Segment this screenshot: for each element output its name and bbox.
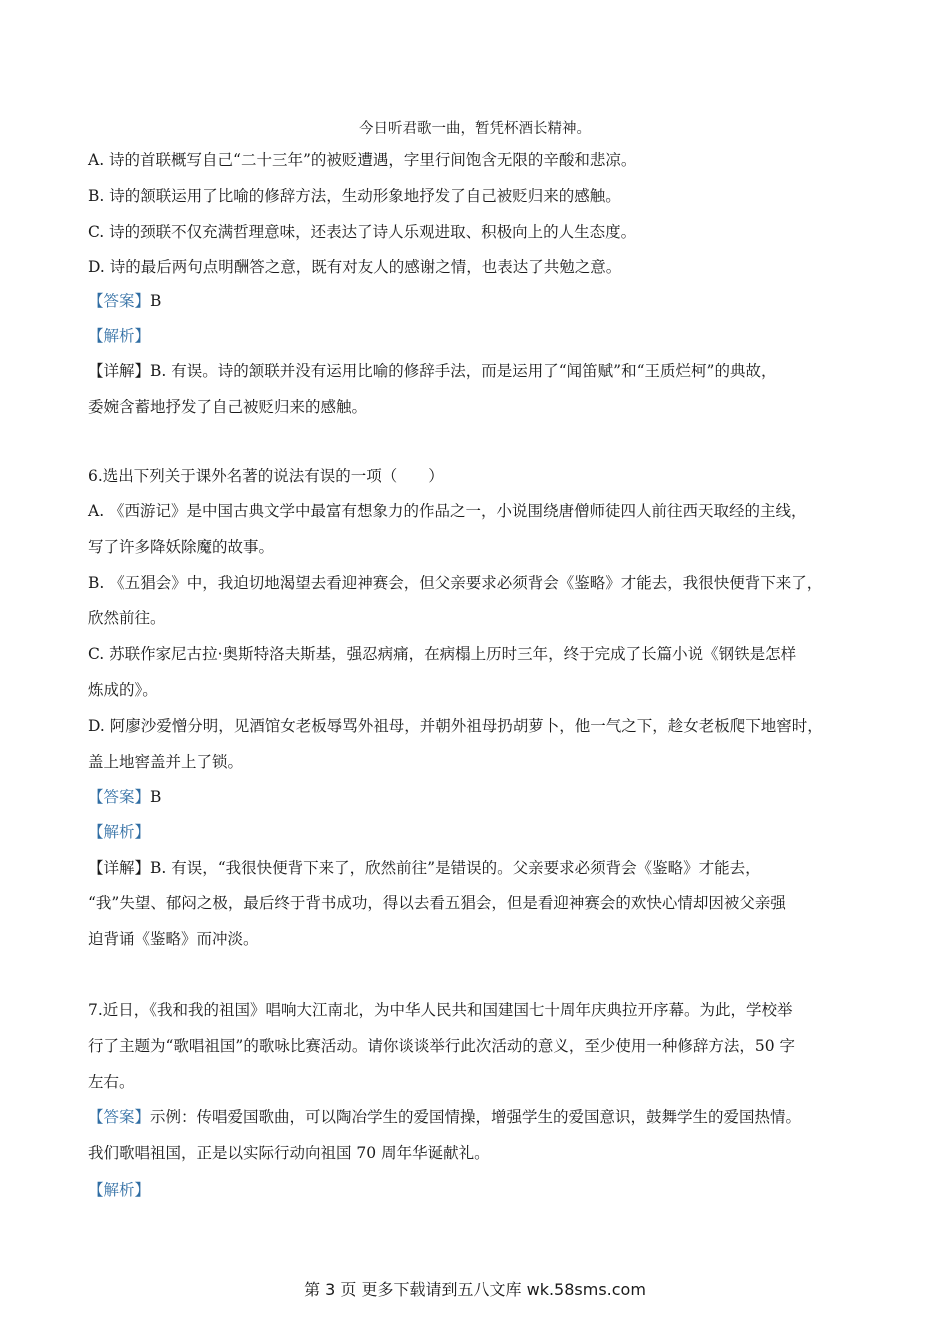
answer-text: 示例：传唱爱国歌曲，可以陶冶学生的爱国情操，增强学生的爱国意识，鼓舞学生的爱国热情。 — [150, 1108, 802, 1126]
q6-detail-line-2: “我”失望、郁闷之极，最后终于背书成功，得以去看五猖会，但是看迎神赛会的欢快心情却因被父亲强 — [88, 894, 786, 912]
q6-option-line: 写了许多降妖除魔的故事。 — [88, 538, 275, 556]
answer-tag: 【答案】 — [88, 788, 151, 806]
q6-option-line: 炼成的》。 — [88, 681, 158, 699]
answer-tag: 【答案】 — [88, 1108, 151, 1126]
detail-text: B. 有误。诗的颔联并没有运用比喻的修辞手法，而是运用了“闻笛赋”和“王质烂柯”的典故， — [150, 362, 777, 380]
q5-detail-line-2: 委婉含蓄地抒发了自己被贬归来的感触。 — [88, 398, 368, 416]
q6-option-line: B. 《五猖会》中，我迫切地渴望去看迎神赛会，但父亲要求必须背会《鉴略》才能去，我很快便背下来了， — [88, 574, 823, 592]
q6-detail-line-3: 迫背诵《鉴略》而冲淡。 — [88, 930, 259, 948]
q7-question-line: 左右。 — [88, 1073, 135, 1091]
q7-answer-line-1 — [88, 1107, 801, 1127]
q6-analysis-tag: 【解析】 — [88, 823, 151, 841]
q6-option-line: A. 《西游记》是中国古典文学中最富有想象力的作品之一，小说围绕唐僧师徒四人前往西天取经的主线， — [88, 502, 807, 520]
q5-option-a: A. 诗的首联概写自己“二十三年”的被贬遭遇，字里行间饱含无限的辛酸和悲凉。 — [88, 151, 637, 169]
q5-option-b: B. 诗的颔联运用了比喻的修辞方法，生动形象地抒发了自己被贬归来的感触。 — [88, 187, 621, 205]
q6-question: 6.选出下列关于课外名著的说法有误的一项（ ） — [88, 467, 444, 485]
q6-option-line: C. 苏联作家尼古拉·奥斯特洛夫斯基，强忍病痛，在病榻上历时三年，终于完成了长篇小说《钢铁是怎样 — [88, 645, 797, 663]
q5-option-d: D. 诗的最后两句点明酬答之意，既有对友人的感谢之情，也表达了共勉之意。 — [88, 258, 622, 276]
q6-detail-line-1 — [88, 858, 761, 878]
detail-tag: 【详解】 — [88, 859, 151, 877]
page-footer: 第 3 页 更多下载请到五八文库 wk.58sms.com — [304, 1280, 646, 1299]
q6-answer — [88, 787, 161, 807]
answer-value: B — [150, 788, 162, 806]
answer-tag: 【答案】 — [88, 292, 151, 310]
detail-text: B. 有误，“我很快便背下来了，欣然前往”是错误的。父亲要求必须背会《鉴略》才能去， — [150, 859, 761, 877]
q7-analysis-tag: 【解析】 — [88, 1181, 151, 1199]
answer-value: B — [150, 292, 162, 310]
q6-option-line: 欣然前往。 — [88, 609, 166, 627]
q6-option-line: 盖上地窖盖并上了锁。 — [88, 753, 244, 771]
q7-question-line: 7.近日，《我和我的祖国》唱响大江南北，为中华人民共和国建国七十周年庆典拉开序幕。为此，学校举 — [88, 1001, 793, 1019]
q5-answer — [88, 291, 161, 311]
q7-question-line: 行了主题为“歌唱祖国”的歌咏比赛活动。请你谈谈举行此次活动的意义，至少使用一种修辞方法，50 字 — [88, 1037, 796, 1055]
q5-option-c: C. 诗的颈联不仅充满哲理意味，还表达了诗人乐观进取、积极向上的人生态度。 — [88, 223, 637, 241]
q6-option-line: D. 阿廖沙爱憎分明，见酒馆女老板辱骂外祖母，并朝外祖母扔胡萝卜，他一气之下，趁女老板爬下地窖时， — [88, 717, 823, 735]
poem-line: 今日听君歌一曲，暂凭杯酒长精神。 — [359, 121, 591, 137]
detail-tag: 【详解】 — [88, 362, 151, 380]
q5-analysis-tag: 【解析】 — [88, 327, 151, 345]
q5-detail-line-1 — [88, 361, 776, 381]
q7-answer-line-2: 我们歌唱祖国，正是以实际行动向祖国 70 周年华诞献礼。 — [88, 1144, 490, 1162]
